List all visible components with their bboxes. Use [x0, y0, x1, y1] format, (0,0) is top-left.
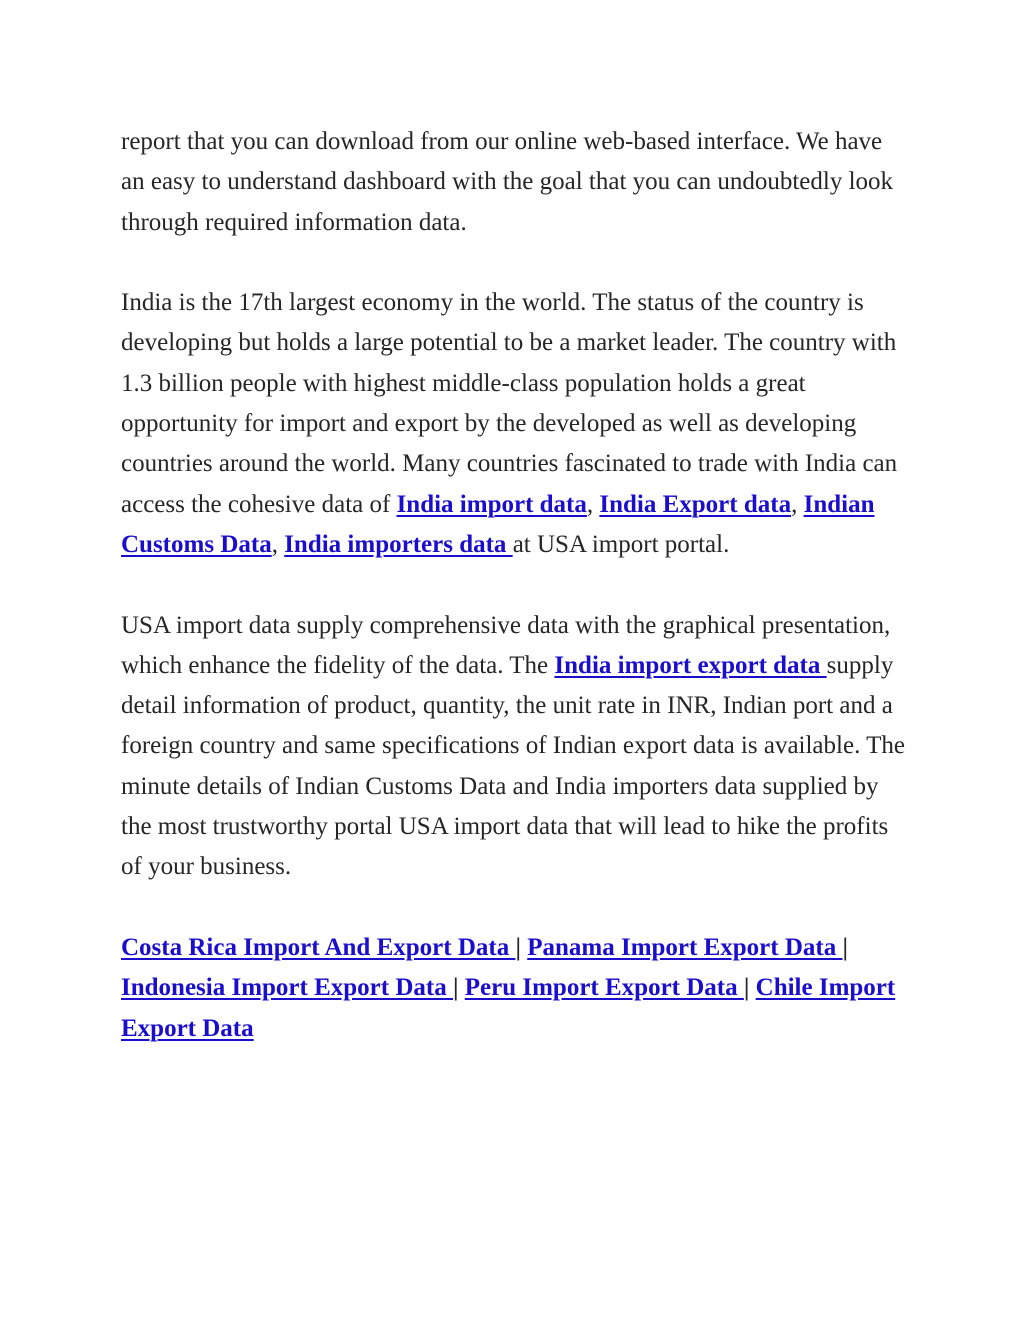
paragraph-india-economy-intro: India is the 17th largest economy in the world. The status of the country is developing but holds a large potential to be a market leader. The country with 1.3 billion people with highest middle-class population holds a great opportunity for import and export by the developed as well as developing countries around the world. Many countries fascinated to trade with India can access the cohesive data of: [121, 289, 898, 518]
link-panama-import-export-data[interactable]: Panama Import Export Data: [527, 933, 843, 961]
pipe-separator: |: [842, 933, 848, 961]
pipe-separator: |: [515, 933, 528, 961]
pipe-separator: |: [743, 974, 756, 1002]
paragraph-download-report-text: report that you can download from our online web-based interface. We have an easy to understand dashboard with the goal that you can undoubtedly look through required information data.: [121, 128, 894, 236]
footer-country-links: [121, 928, 911, 1049]
comma-separator: ,: [791, 490, 804, 518]
link-indonesia-import-export-data[interactable]: Indonesia Import Export Data: [121, 974, 453, 1002]
link-chile-import-export-data[interactable]: Chile Import Export Data: [121, 974, 896, 1042]
paragraph-download-report: [121, 122, 911, 243]
pipe-separator: |: [452, 974, 465, 1002]
paragraph-usa-import-intro: USA import data supply comprehensive data with the graphical presentation, which enhance the fidelity of the data. The: [121, 611, 891, 679]
paragraph-usa-import-outro: supply detail information of product, quantity, the unit rate in INR, Indian port and a foreign country and same specifications of Indian export data is available. The minute details of Indian Customs Data and India importers data supplied by the most trustworthy portal USA import data that will lead to hike the profits of your business.: [121, 651, 905, 881]
link-india-import-export-data[interactable]: India import export data: [554, 651, 827, 679]
link-peru-import-export-data[interactable]: Peru Import Export Data: [464, 974, 744, 1002]
comma-separator: ,: [586, 490, 600, 518]
comma-separator: ,: [271, 530, 285, 558]
link-india-export-data[interactable]: India Export data: [599, 490, 792, 518]
link-india-import-data[interactable]: India import data: [396, 490, 587, 518]
paragraph-india-economy: [121, 283, 911, 565]
link-india-importers-data[interactable]: India importers data: [284, 530, 513, 558]
document-page: [121, 122, 911, 1049]
link-indian-customs-data[interactable]: Indian Customs Data: [121, 490, 875, 558]
paragraph-usa-import-data: [121, 606, 911, 888]
paragraph-india-economy-outro: at USA import portal.: [512, 530, 730, 558]
link-costa-rica-import-export-data[interactable]: Costa Rica Import And Export Data: [121, 933, 516, 961]
